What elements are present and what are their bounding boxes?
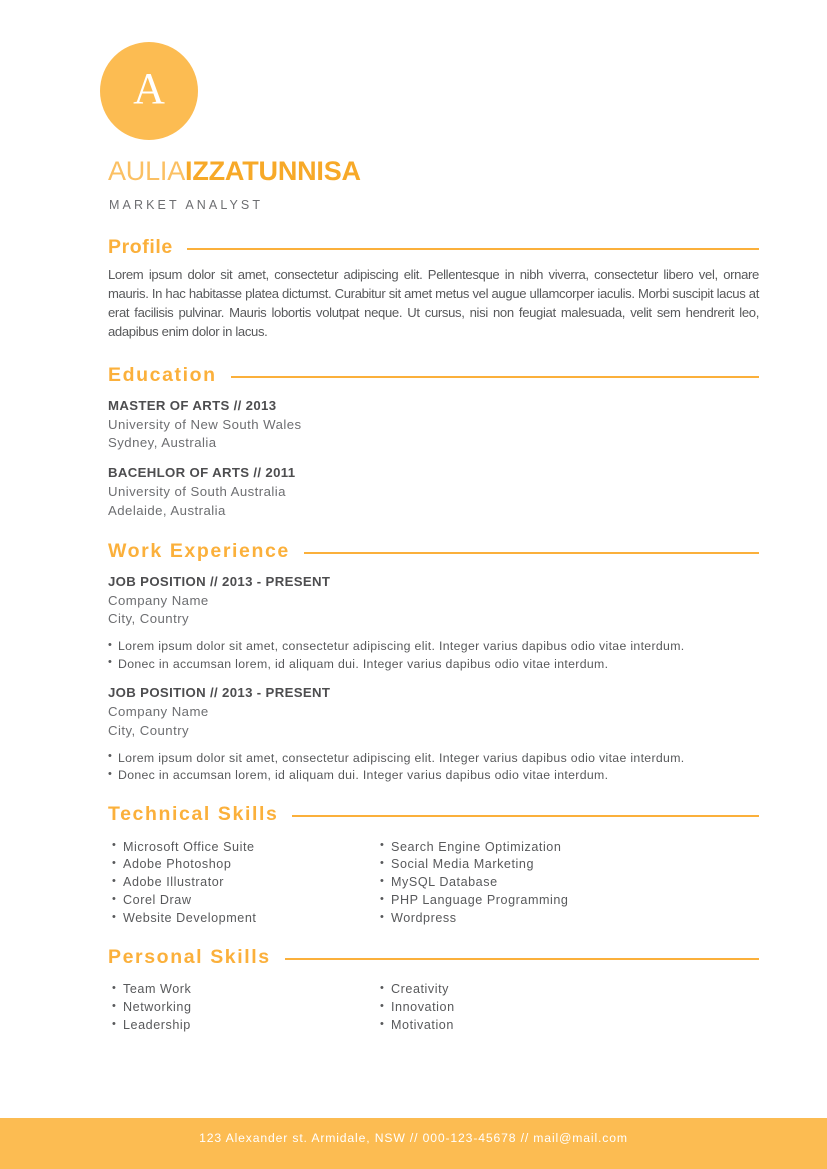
avatar <box>100 42 198 140</box>
work-entry <box>108 573 759 674</box>
skill-item: • Search Engine Optimization <box>380 839 644 857</box>
skill-item: • MySQL Database <box>380 874 644 892</box>
skill-item: • Leadership <box>112 1017 376 1035</box>
avatar-letter: A <box>133 64 165 113</box>
education-location: Adelaide, Australia <box>108 502 226 518</box>
work-bullet: • Donec in accumsan lorem, id aliquam dui. Integer varius dapibus odio vitae interdum. <box>108 656 759 674</box>
work-location: City, Country <box>108 722 190 738</box>
section-work-experience <box>108 542 759 785</box>
technical-skills-heading-row <box>108 805 759 825</box>
education-degree: BACEHLOR OF ARTS // 2011 <box>108 465 296 481</box>
technical-skills-columns <box>108 839 759 928</box>
section-technical-skills <box>108 805 759 928</box>
footer-bar <box>0 1118 827 1169</box>
technical-skills-heading: Technical Skills <box>108 803 279 826</box>
skill-item: • Social Media Marketing <box>380 856 644 874</box>
heading-rule <box>304 552 759 554</box>
personal-skills-heading-row <box>108 945 759 968</box>
skill-item: • Adobe Illustrator <box>112 874 376 892</box>
section-personal-skills <box>108 945 759 1035</box>
work-company: Company Name <box>108 592 209 608</box>
work-entry <box>108 684 759 785</box>
education-heading: Education <box>108 364 217 387</box>
section-profile <box>108 238 759 341</box>
resume-content <box>108 238 759 1035</box>
profile-body: Lorem ipsum dolor sit amet, consectetur adipiscing elit. Pellentesque in nibh viverra, consectetur libero vel, ornare mauris. In hac habitasse platea dictumst. Curabitur sit amet metus vel augue ullamcorper iaculis. Morbi suscipit lacus at erat facilisis pulvinar. Mauris lobortis volutpat neque. Ut cursus, nisi non feugiat malesuada, velit sem hendrerit leo, adapibus enim dolor in lacus. <box>108 266 759 340</box>
technical-skills-column-left <box>108 839 376 928</box>
skill-item: • Corel Draw <box>112 892 376 910</box>
technical-skills-column-right <box>376 839 644 928</box>
skill-item: • Team Work <box>112 981 376 999</box>
personal-skills-columns <box>108 981 759 1035</box>
heading-rule <box>231 376 759 378</box>
heading-rule <box>285 958 759 960</box>
skill-list <box>108 839 376 928</box>
work-experience-heading-row <box>108 542 759 562</box>
skill-list <box>376 839 644 928</box>
education-institution: University of South Australia <box>108 483 286 499</box>
profile-heading: Profile <box>108 236 173 258</box>
first-name: AULIA <box>108 156 186 186</box>
education-institution: University of New South Wales <box>108 416 302 432</box>
work-experience-heading: Work Experience <box>108 540 290 563</box>
full-name <box>108 158 361 185</box>
personal-skills-column-right <box>376 981 644 1035</box>
personal-skills-heading: Personal Skills <box>108 945 271 968</box>
skill-item: • Website Development <box>112 910 376 928</box>
work-location: City, Country <box>108 611 190 627</box>
work-bullets <box>108 638 759 673</box>
work-bullet: • Lorem ipsum dolor sit amet, consectetur adipiscing elit. Integer varius dapibus odio vitae interdum. <box>108 750 759 768</box>
skill-item: • Adobe Photoshop <box>112 856 376 874</box>
heading-rule <box>292 815 759 817</box>
profile-heading-row <box>108 238 759 258</box>
skill-item: • PHP Language Programming <box>380 892 644 910</box>
education-degree: MASTER OF ARTS // 2013 <box>108 397 277 413</box>
skill-list <box>108 981 376 1035</box>
education-heading-row <box>108 366 759 386</box>
skill-item: • Innovation <box>380 999 644 1017</box>
work-bullet: • Donec in accumsan lorem, id aliquam dui. Integer varius dapibus odio vitae interdum. <box>108 767 759 785</box>
heading-rule <box>187 248 759 250</box>
footer-contact-line: 123 Alexander st. Armidale, NSW // 000-123-45678 // mail@mail.com <box>199 1131 628 1145</box>
job-title: MARKET ANALYST <box>109 198 264 212</box>
education-entry <box>108 397 759 453</box>
skill-item: • Motivation <box>380 1017 644 1035</box>
work-position: JOB POSITION // 2013 - PRESENT <box>108 685 331 701</box>
work-position: JOB POSITION // 2013 - PRESENT <box>108 573 331 589</box>
education-location: Sydney, Australia <box>108 435 217 451</box>
skill-item: • Networking <box>112 999 376 1017</box>
work-company: Company Name <box>108 704 209 720</box>
skill-item: • Wordpress <box>380 910 644 928</box>
personal-skills-column-left <box>108 981 376 1035</box>
education-entry <box>108 464 759 520</box>
skill-item: • Creativity <box>380 981 644 999</box>
work-bullet: • Lorem ipsum dolor sit amet, consectetur adipiscing elit. Integer varius dapibus odio vitae interdum. <box>108 638 759 656</box>
work-bullets <box>108 750 759 785</box>
skill-list <box>376 981 644 1035</box>
section-education <box>108 366 759 520</box>
skill-item: • Microsoft Office Suite <box>112 839 376 857</box>
last-name: IZZATUNNISA <box>185 156 361 186</box>
